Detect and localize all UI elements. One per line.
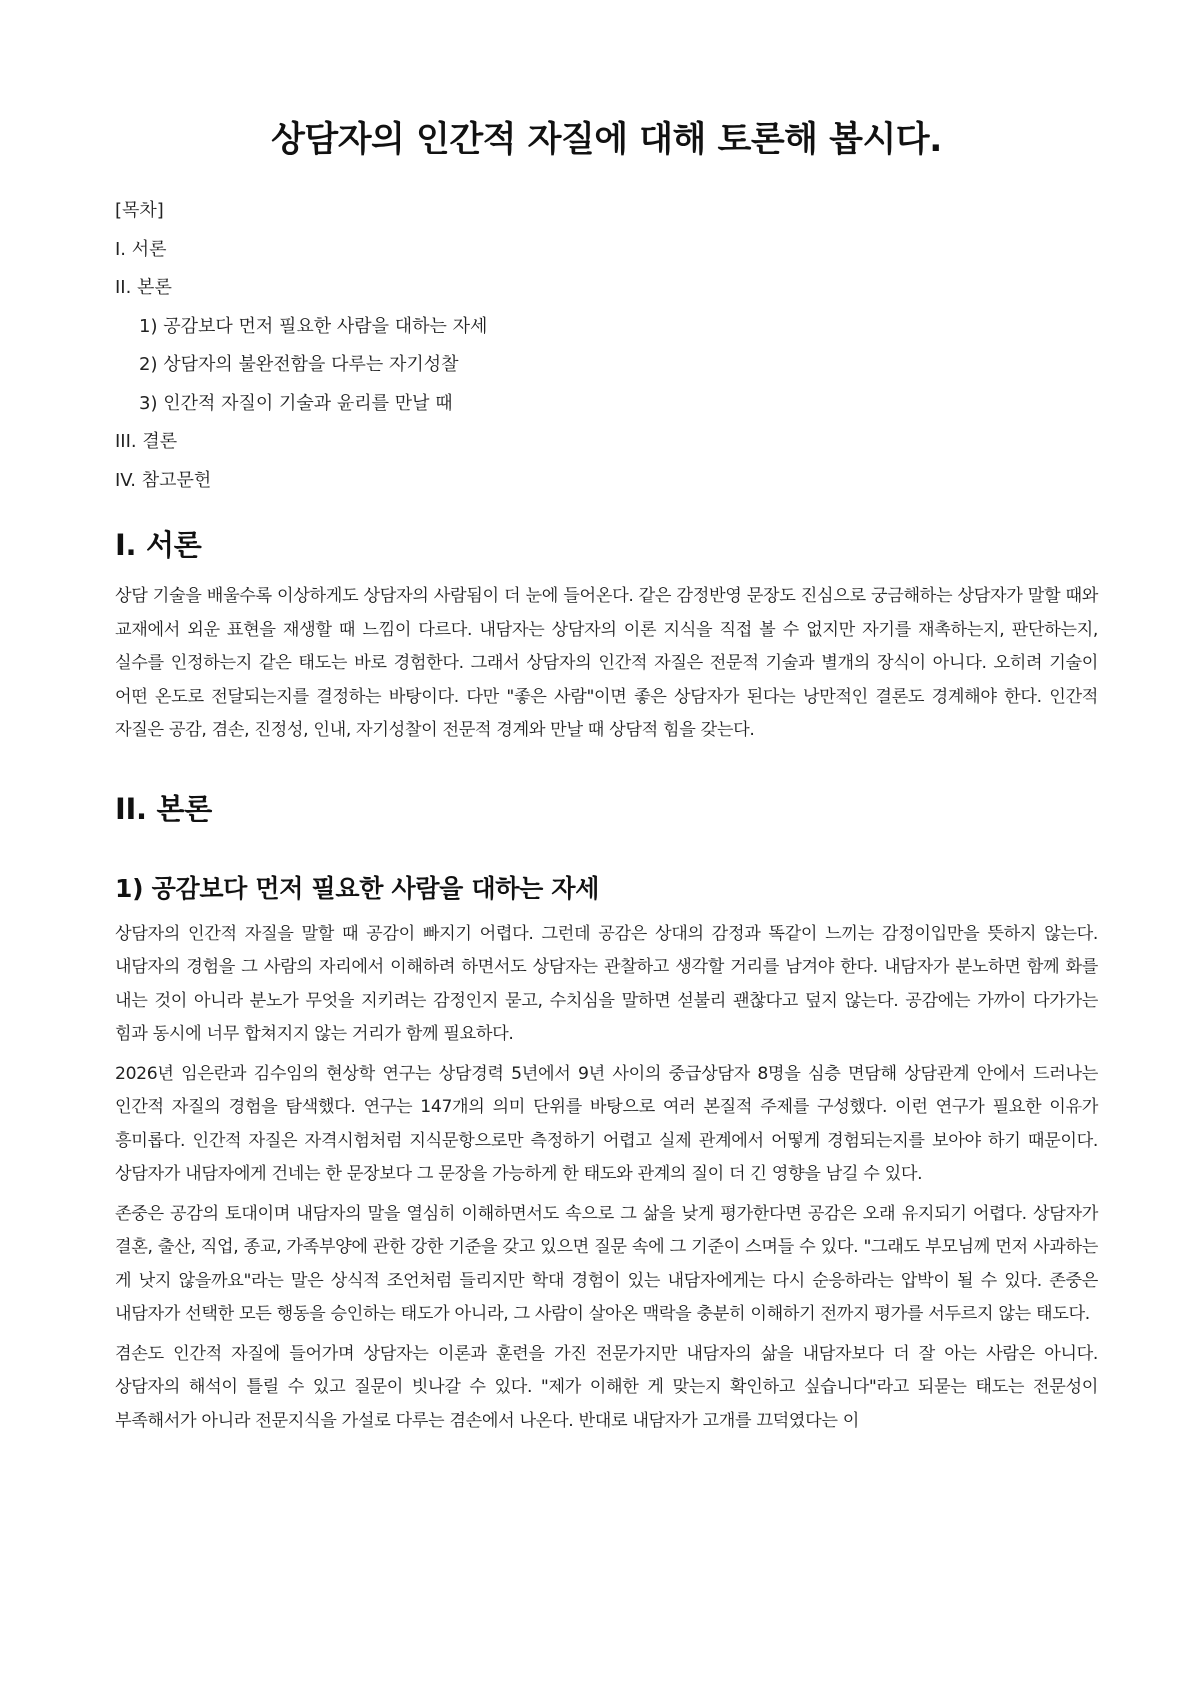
section-heading-body: II. 본론 — [115, 791, 212, 826]
toc-heading: [목차] — [115, 200, 164, 221]
body-paragraph: 존중은 공감의 토대이며 내담자의 말을 열심히 이해하면서도 속으로 그 삶을 낮게 평가한다면 공감은 오래 유지되기 어렵다. 상담자가 결혼, 출산, 직업, 종교, 가족부양에 관한 강한 기준을 갖고 있으면 질문 속에 그 기준이 스며들 수 있다. "그래도 부모님께 먼저 사과하는 게 낫지 않을까요"라는 말은 상식적 조언처럼 들리지만 학대 경험이 있는 내담자에게는 다시 순응하라는 압박이 될 수 있다. 존중은 내담자가 선택한 모든 행동을 승인하는 태도가 아니라, 그 사람이 살아온 맥락을 충분히 이해하기 전까지 평가를 서두르지 않는 태도다. — [115, 1203, 1098, 1324]
toc-item-introduction: I. 서론 — [115, 238, 167, 260]
body-paragraph: 2026년 임은란과 김수임의 현상학 연구는 상담경력 5년에서 9년 사이의 중급상담자 8명을 심층 면담해 상담관계 안에서 드러나는 인간적 자질의 경험을 탐색했다. 연구는 147개의 의미 단위를 바탕으로 여러 본질적 주제를 구성했다. 이런 연구가 필요한 이유가 흥미롭다. 인간적 자질은 자격시험처럼 지식문항으로만 측정하기 어렵고 실제 관계에서 어떻게 경험되는지를 보아야 하기 때문이다. 상담자가 내담자에게 건네는 한 문장보다 그 문장을 가능하게 한 태도와 관계의 질이 더 긴 영향을 남길 수 있다. — [115, 1063, 1098, 1184]
document-title: 상담자의 인간적 자질에 대해 토론해 봅시다. — [271, 120, 942, 160]
subsection-heading-1: 1) 공감보다 먼저 필요한 사람을 대하는 자세 — [115, 873, 600, 903]
intro-paragraph: 상담 기술을 배울수록 이상하게도 상담자의 사람됨이 더 눈에 들어온다. 같은 감정반영 문장도 진심으로 궁금해하는 상담자가 말할 때와 교재에서 외운 표현을 재생할 때 느낌이 다르다. 내담자는 상담자의 이론 지식을 직접 볼 수 없지만 자기를 재촉하는지, 판단하는지, 실수를 인정하는지 같은 태도는 바로 경험한다. 그래서 상담자의 인간적 자질은 전문적 기술과 별개의 장식이 아니다. 오히려 기술이 어떤 온도로 전달되는지를 결정하는 바탕이다. 다만 "좋은 사람"이면 좋은 상담자가 된다는 낭만적인 결론도 경계해야 한다. 인간적 자질은 공감, 겸손, 진정성, 인내, 자기성찰이 전문적 경계와 만날 때 상담적 힘을 갖는다. — [115, 586, 1098, 740]
section-heading-introduction: I. 서론 — [115, 528, 202, 562]
section-spacer — [115, 754, 1098, 764]
toc-item-body: II. 본론 — [115, 277, 172, 298]
toc-item-conclusion: III. 결론 — [115, 431, 178, 452]
toc-item-body-2: 2) 상담자의 불완전함을 다루는 자기성찰 — [139, 354, 459, 375]
toc-item-body-3: 3) 인간적 자질이 기술과 윤리를 만날 때 — [139, 392, 453, 414]
toc-item-references: IV. 참고문헌 — [115, 469, 212, 491]
toc-item-body-1: 1) 공감보다 먼저 필요한 사람을 대하는 자세 — [139, 315, 488, 337]
body-paragraph: 상담자의 인간적 자질을 말할 때 공감이 빠지기 어렵다. 그런데 공감은 상대의 감정과 똑같이 느끼는 감정이입만을 뜻하지 않는다. 내담자의 경험을 그 사람의 자리에서 이해하려 하면서도 상담자는 관찰하고 생각할 거리를 남겨야 한다. 내담자가 분노하면 함께 화를 내는 것이 아니라 분노가 무엇을 지키려는 감정인지 묻고, 수치심을 말하면 섣불리 괜찮다고 덮지 않는다. 공감에는 가까이 다가가는 힘과 동시에 너무 합쳐지지 않는 거리가 함께 필요하다. — [115, 923, 1098, 1044]
body-paragraph: 겸손도 인간적 자질에 들어가며 상담자는 이론과 훈련을 가진 전문가지만 내담자의 삶을 내담자보다 더 잘 아는 사람은 아니다. 상담자의 해석이 틀릴 수 있고 질문이 빗나갈 수 있다. "제가 이해한 게 맞는지 확인하고 싶습니다"라고 되묻는 태도는 전문성이 부족해서가 아니라 전문지식을 가설로 다루는 겸손에서 나온다. 반대로 내담자가 고개를 끄덕였다는 이 — [115, 1343, 1098, 1431]
table-of-contents — [115, 192, 1098, 500]
